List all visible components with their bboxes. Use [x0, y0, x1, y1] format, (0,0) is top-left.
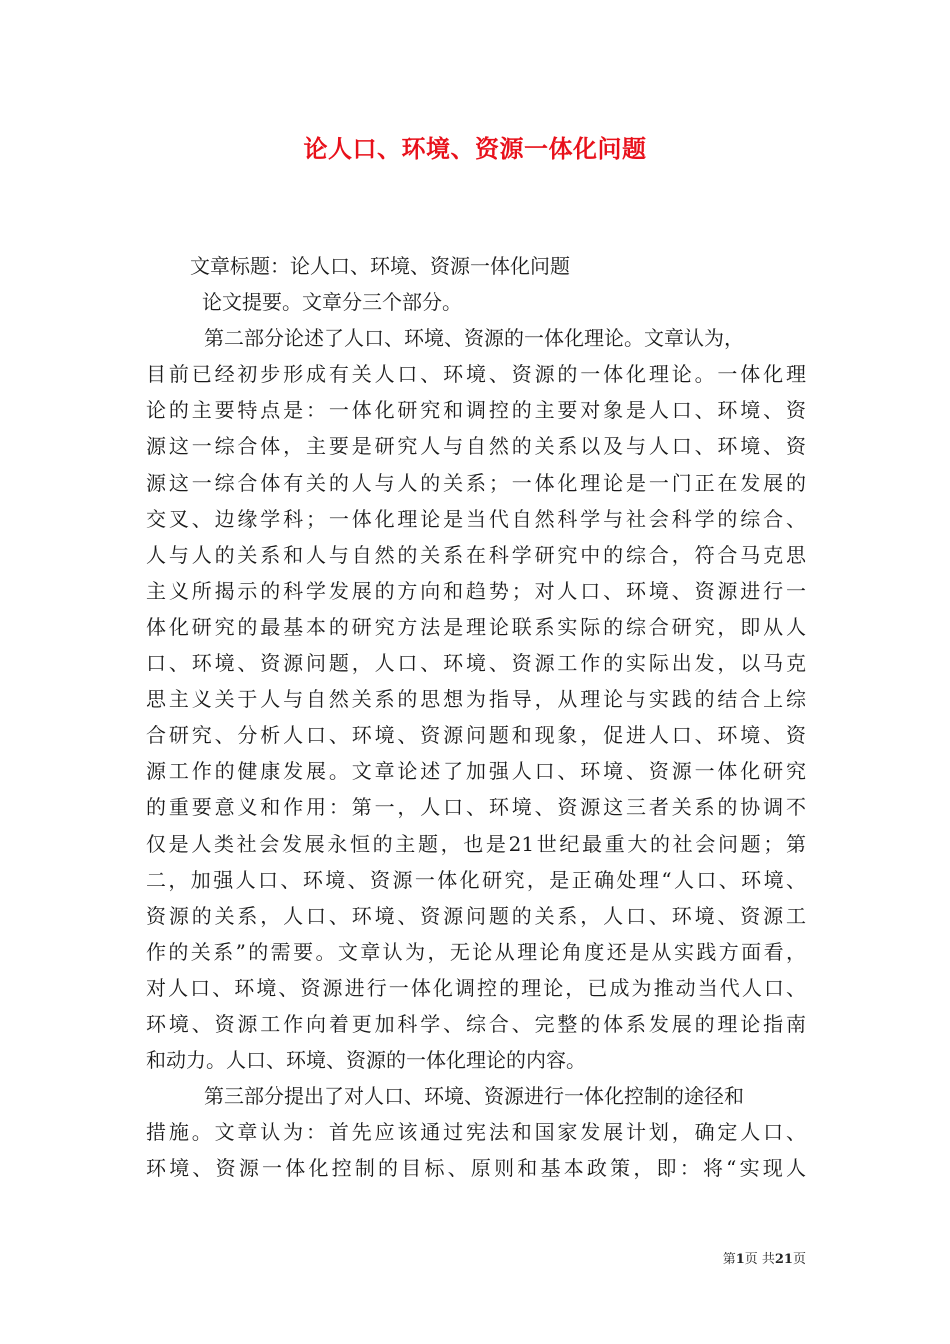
- paragraph-line: 思主义关于人与自然关系的思想为指导，从理论与实践的结合上综: [146, 687, 806, 712]
- paragraph-part-two: [146, 320, 806, 1078]
- footer-total-pages: 21: [774, 1252, 793, 1267]
- article-title-line: 文章标题：论人口、环境、资源一体化问题: [190, 254, 570, 278]
- paragraph-line: 目前已经初步形成有关人口、环境、资源的一体化理论。一体化理: [146, 362, 806, 387]
- paragraph-line: 体化研究的最基本的研究方法是理论联系实际的综合研究，即从人: [146, 614, 806, 639]
- page-footer: [723, 1248, 806, 1267]
- paragraph-line: 人与人的关系和人与自然的关系在科学研究中的综合，符合马克思: [146, 542, 806, 567]
- paragraph-line: 源这一综合体，主要是研究人与自然的关系以及与人口、环境、资: [146, 434, 806, 459]
- paragraph-line: 第三部分提出了对人口、环境、资源进行一体化控制的途径和: [204, 1084, 744, 1109]
- paragraph-line: 第二部分论述了人口、环境、资源的一体化理论。文章认为，: [204, 326, 744, 351]
- paragraph-line: 交叉、边缘学科；一体化理论是当代自然科学与社会科学的综合、: [146, 506, 806, 531]
- footer-prefix: 第: [722, 1252, 736, 1267]
- paragraph-line: 仅是人类社会发展永恒的主题，也是21世纪最重大的社会问题；第: [146, 831, 806, 856]
- document-body: [146, 248, 806, 1186]
- footer-current-page: 1: [735, 1252, 745, 1267]
- abstract-line: 论文提要。文章分三个部分。: [202, 290, 462, 315]
- paragraph-line: 和动力。人口、环境、资源的一体化理论的内容。: [146, 1048, 586, 1073]
- paragraph-part-three: [146, 1078, 806, 1186]
- paragraph-line: 的重要意义和作用：第一，人口、环境、资源这三者关系的协调不: [146, 795, 806, 820]
- document-title: 论人口、环境、资源一体化问题: [303, 134, 647, 163]
- paragraph-line: 主义所揭示的科学发展的方向和趋势；对人口、环境、资源进行一: [146, 578, 806, 603]
- paragraph-line: 二，加强人口、环境、资源一体化研究，是正确处理“人口、环境、: [146, 867, 806, 892]
- paragraph-line: 源工作的健康发展。文章论述了加强人口、环境、资源一体化研究: [146, 759, 806, 784]
- footer-suffix: 页: [792, 1252, 806, 1267]
- paragraph-line: 源这一综合体有关的人与人的关系；一体化理论是一门正在发展的: [146, 470, 806, 495]
- paragraph-line: 环境、资源一体化控制的目标、原则和基本政策，即：将“实现人: [146, 1156, 806, 1181]
- footer-middle: 页 共: [744, 1252, 775, 1267]
- paragraph-line: 资源的关系，人口、环境、资源问题的关系，人口、环境、资源工: [146, 903, 806, 928]
- paragraph-line: 对人口、环境、资源进行一体化调控的理论，已成为推动当代人口、: [146, 975, 806, 1000]
- paragraph-line: 作的关系”的需要。文章认为，无论从理论角度还是从实践方面看，: [146, 939, 806, 964]
- paragraph-line: 环境、资源工作向着更加科学、综合、完整的体系发展的理论指南: [146, 1011, 806, 1036]
- paragraph-line: 论的主要特点是：一体化研究和调控的主要对象是人口、环境、资: [146, 398, 806, 423]
- paragraph-line: 口、环境、资源问题，人口、环境、资源工作的实际出发，以马克: [146, 651, 806, 676]
- paragraph-line: 措施。文章认为：首先应该通过宪法和国家发展计划，确定人口、: [146, 1120, 806, 1145]
- paragraph-line: 合研究、分析人口、环境、资源问题和现象，促进人口、环境、资: [146, 723, 806, 748]
